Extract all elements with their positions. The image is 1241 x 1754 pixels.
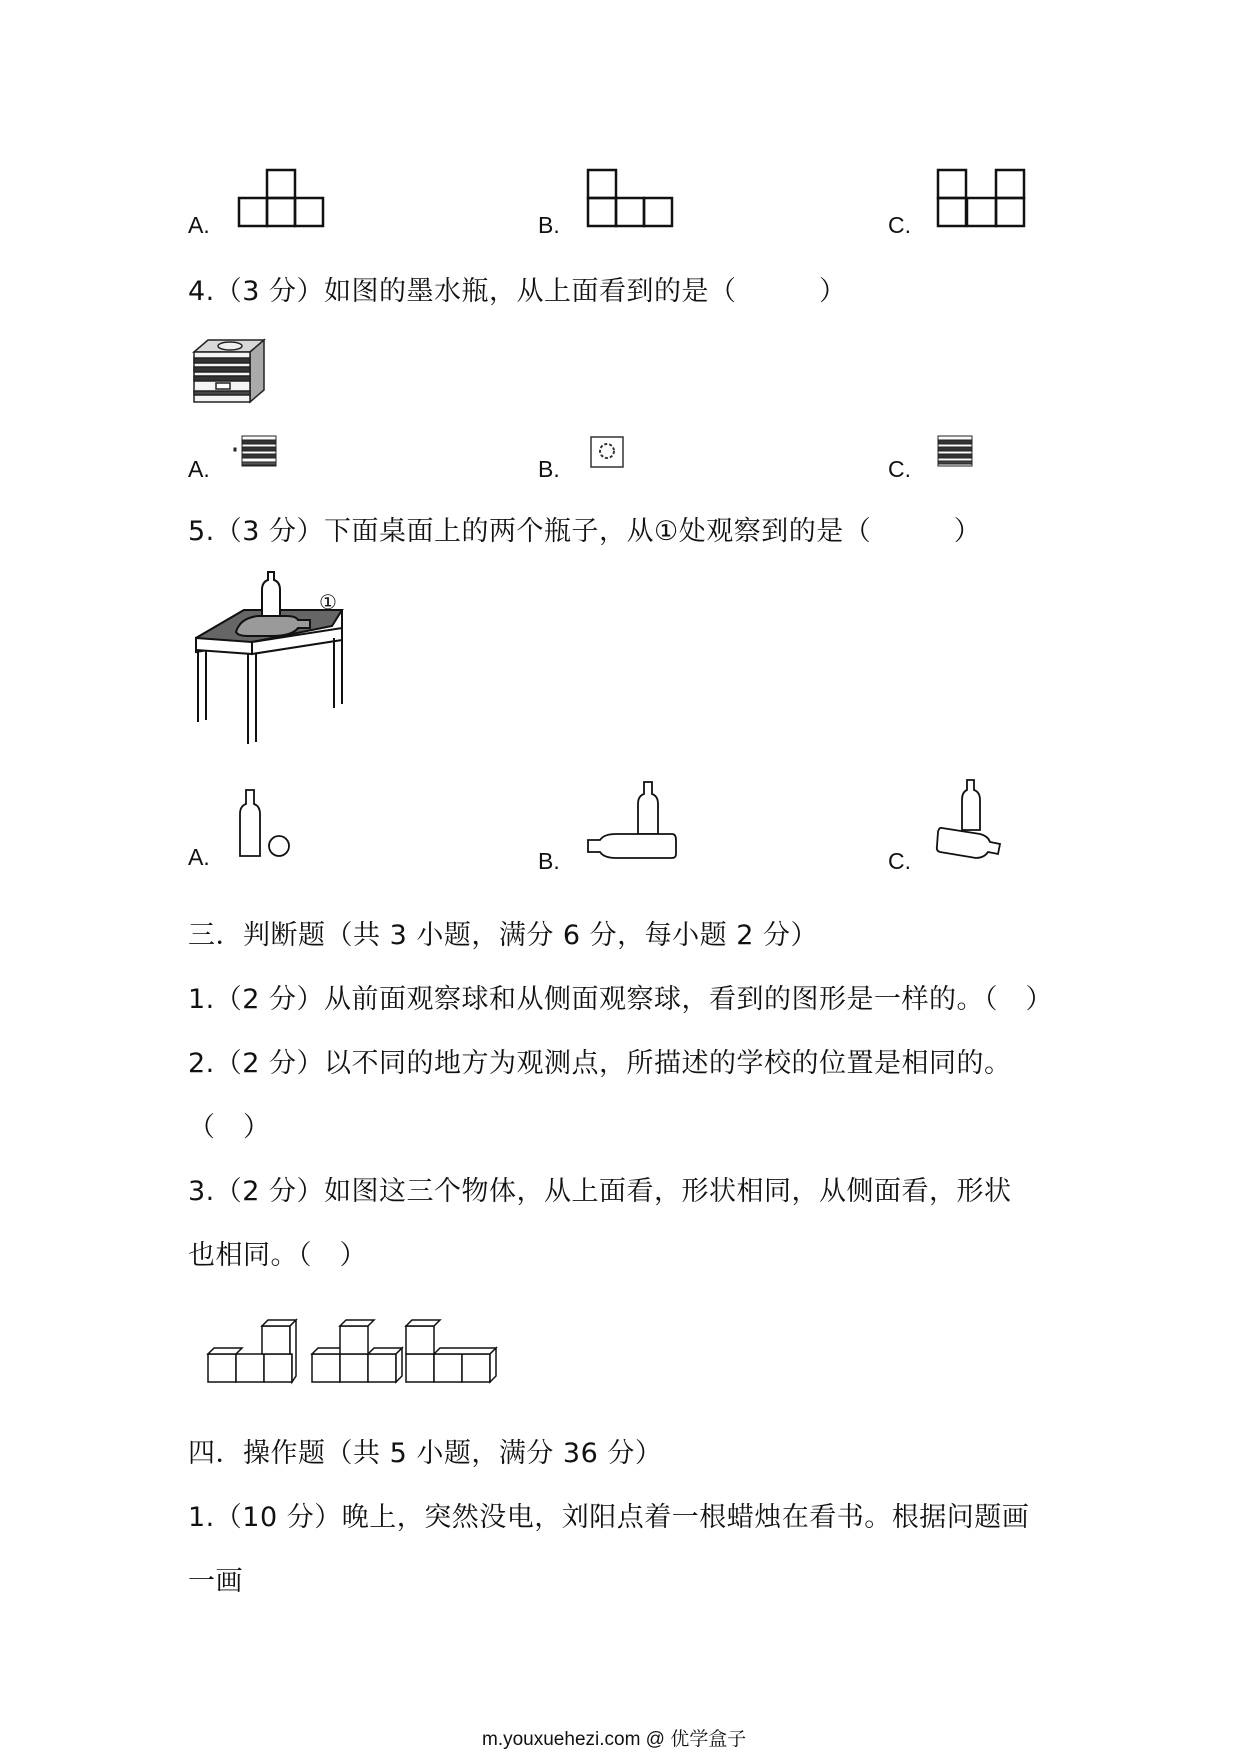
q3-option-c-figure <box>936 168 1028 234</box>
operation-item-1: 1.（10 分）晚上，突然没电，刘阳点着一根蜡烛在看书。根据问题画 <box>188 1502 1030 1533</box>
q5-text: 5.（3 分）下面桌面上的两个瓶子，从①处观察到的是（ ） <box>188 516 982 547</box>
q4-option-a-figure <box>232 434 280 470</box>
q5-option-b-label: B. <box>538 848 560 874</box>
judgment-item-3-cont: 也相同。（ ） <box>188 1240 367 1271</box>
q4-option-b-figure <box>588 434 628 470</box>
q5-option-a-label: A. <box>188 844 210 870</box>
footer-watermark: m.youxuehezi.com @ 优学盒子 <box>482 1729 747 1750</box>
q5-option-a-figure <box>236 784 296 860</box>
q4-option-c-figure <box>936 434 976 470</box>
q3-option-c-label: C. <box>888 212 911 238</box>
q3-option-a-label: A. <box>188 212 210 238</box>
judgment-item-3: 3.（2 分）如图这三个物体，从上面看，形状相同，从侧面看，形状 <box>188 1176 1012 1207</box>
three-objects-figure <box>206 1318 506 1386</box>
section3-heading: 三．判断题（共 3 小题，满分 6 分，每小题 2 分） <box>188 920 819 951</box>
operation-item-1-cont: 一画 <box>188 1566 243 1597</box>
q4-option-c-label: C. <box>888 456 911 482</box>
q4-option-b-label: B. <box>538 456 560 482</box>
section4-heading: 四．操作题（共 5 小题，满分 36 分） <box>188 1438 663 1469</box>
q4-text: 4.（3 分）如图的墨水瓶，从上面看到的是（ ） <box>188 276 847 307</box>
judgment-item-2-cont: （ ） <box>188 1112 271 1143</box>
ink-bottle-figure <box>190 338 268 404</box>
q3-option-b-label: B. <box>538 212 560 238</box>
q4-option-a-label: A. <box>188 456 210 482</box>
q5-option-b-figure <box>586 780 682 862</box>
q3-option-b-figure <box>586 168 678 234</box>
judgment-item-1: 1.（2 分）从前面观察球和从侧面观察球，看到的图形是一样的。（ ） <box>188 984 1054 1015</box>
q5-option-c-label: C. <box>888 848 911 874</box>
observation-point-marker: ① <box>319 590 337 614</box>
q5-option-c-figure <box>934 778 1004 862</box>
q3-option-a-figure <box>236 168 328 234</box>
judgment-item-2: 2.（2 分）以不同的地方为观测点，所描述的学校的位置是相同的。 <box>188 1048 1012 1079</box>
